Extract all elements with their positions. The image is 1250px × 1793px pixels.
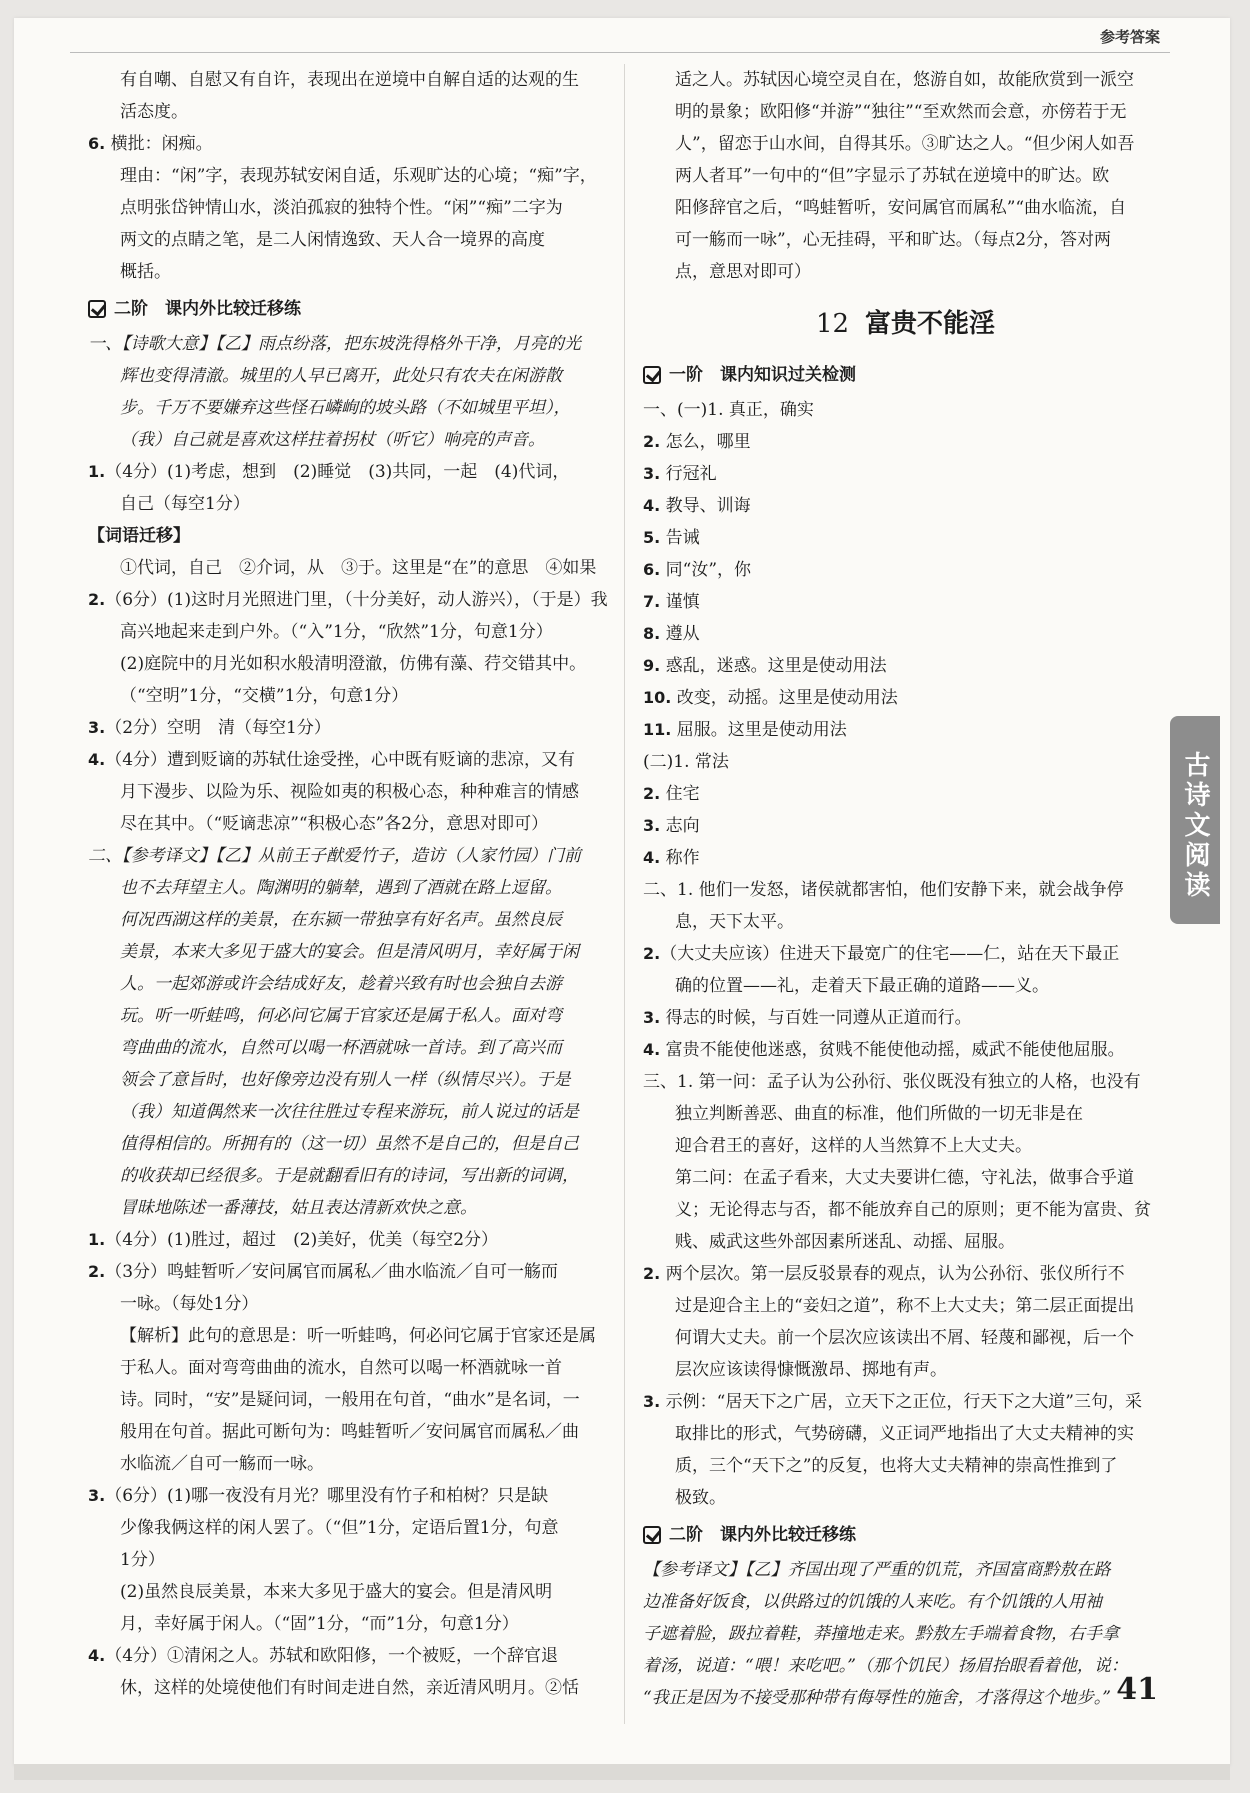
line-text: 也不去拜望主人。陶渊明的躺辇，遇到了酒就在路上逗留。 <box>120 878 562 898</box>
line-text: 1分） <box>120 1550 165 1570</box>
text-line <box>643 650 1168 682</box>
line-text: 两文的点睛之笔，是二人闲情逸致、天人合一境界的高度 <box>120 230 545 250</box>
page-number: 41 <box>1116 1672 1158 1707</box>
text-line <box>643 1130 1168 1162</box>
line-text: 谨慎 <box>660 592 700 612</box>
item-number: 11. <box>643 720 672 739</box>
line-text: 人”，留恋于山水间，自得其乐。③旷达之人。“但少闲人如吾 <box>675 134 1135 154</box>
line-text: 概括。 <box>120 262 171 282</box>
line-text: 富贵不能使他迷惑，贫贱不能使他动摇，威武不能使他屈服。 <box>660 1040 1125 1060</box>
line-text: 一咏。（每处1分） <box>120 1294 259 1314</box>
item-number: 10. <box>643 688 672 707</box>
line-text: 何谓大丈夫。前一个层次应该读出不屑、轻蔑和鄙视，后一个 <box>675 1328 1134 1348</box>
line-text: 怎么，哪里 <box>660 432 751 452</box>
text-line <box>643 1322 1168 1354</box>
item-number: 4. <box>643 1040 661 1059</box>
text-line <box>643 586 1168 618</box>
text-line <box>643 1618 1168 1650</box>
text-line <box>643 970 1168 1002</box>
line-text: （大丈夫应该）住进天下最宽广的住宅——仁，站在天下最正 <box>660 944 1120 964</box>
text-line <box>643 1354 1168 1386</box>
item-number: 3. <box>643 816 661 835</box>
line-text: 第二问：在孟子看来，大丈夫要讲仁德，守礼法，做事合乎道 <box>675 1168 1134 1188</box>
text-line <box>88 488 613 520</box>
line-text: （6分）(1)哪一夜没有月光？哪里没有竹子和柏树？只是缺 <box>105 1486 549 1506</box>
text-line <box>643 1586 1168 1618</box>
right-section-heading-2 <box>643 1518 1168 1552</box>
right-section-heading-1 <box>643 358 1168 392</box>
item-number: 3. <box>643 1392 661 1411</box>
text-line <box>88 1448 613 1480</box>
text-line <box>88 456 613 488</box>
text-line <box>88 776 613 808</box>
line-text: 贱、威武这些外部因素所迷乱、动摇、屈服。 <box>675 1232 1015 1252</box>
line-text: 弯曲曲的流水，自然可以喝一杯酒就咏一首诗。到了高兴而 <box>120 1038 562 1058</box>
line-text: 遵从 <box>660 624 700 644</box>
check-icon <box>643 1526 661 1544</box>
side-tab: 古诗文阅读 <box>1170 716 1220 924</box>
item-number: 6. <box>88 134 106 153</box>
right-lines-block-2 <box>643 394 1168 1514</box>
item-number: 1. <box>88 462 106 481</box>
item-number: 4. <box>643 496 661 515</box>
text-line <box>643 554 1168 586</box>
line-text: 取排比的形式，气势磅礴，义正词严地指出了大丈夫精神的实 <box>675 1424 1134 1444</box>
item-number: 3. <box>643 464 661 483</box>
text-line <box>643 1386 1168 1418</box>
line-text: 住宅 <box>660 784 700 804</box>
column-divider <box>624 64 625 1724</box>
left-section-heading <box>88 292 613 326</box>
line-text: 何况西湖这样的美景，在东颍一带独享有好名声。虽然良辰 <box>120 910 562 930</box>
left-column <box>88 64 613 1704</box>
line-text: 义；无论得志与否，都不能放弃自己的原则；更不能为富贵、贫 <box>675 1200 1151 1220</box>
line-text: 明的景象；欧阳修“并游”“独往”“至欢然而会意，亦傍若于无 <box>675 102 1127 122</box>
text-line <box>643 1194 1168 1226</box>
line-text: 步。千万不要嫌弃这些怪石嶙峋的坡头路（不如城里平坦）， <box>120 398 571 418</box>
line-text: 层次应该读得慷慨激昂、掷地有声。 <box>675 1360 947 1380</box>
line-text: 水临流／自可一觞而一咏。 <box>120 1454 324 1474</box>
line-text: 二、1. 他们一发怒，诸侯就都害怕，他们安静下来，就会战争停 <box>643 880 1124 900</box>
line-text: 子遮着脸，趿拉着鞋，莽撞地走来。黔敖左手端着食物，右手拿 <box>643 1624 1119 1644</box>
text-line <box>88 1384 613 1416</box>
text-line <box>88 1256 613 1288</box>
text-line <box>643 1482 1168 1514</box>
item-number: 3. <box>88 1486 106 1505</box>
item-number: 5. <box>643 528 661 547</box>
text-line <box>88 1032 613 1064</box>
text-line <box>643 458 1168 490</box>
text-line <box>88 360 613 392</box>
text-line <box>88 1544 613 1576</box>
line-text: 惑乱，迷惑。这里是使动用法 <box>660 656 887 676</box>
line-text: （我）自己就是喜欢这样拄着拐杖（听它）响亮的声音。 <box>120 430 545 450</box>
text-line <box>88 1000 613 1032</box>
text-line <box>643 1682 1168 1714</box>
text-line <box>643 1034 1168 1066</box>
right-section-label-2: 二阶 课内外比较迁移练 <box>669 1525 856 1545</box>
line-text: （4分）①清闲之人。苏轼和欧阳修，一个被贬，一个辞官退 <box>105 1646 559 1666</box>
line-text: 【解析】此句的意思是：听一听蛙鸣，何必问它属于官家还是属 <box>120 1326 596 1346</box>
text-line <box>643 1226 1168 1258</box>
line-text: 示例：“居天下之广居，立天下之正位，行天下之大道”三句，采 <box>660 1392 1143 1412</box>
line-text: 尽在其中。（“贬谪悲凉”“积极心态”各2分，意思对即可） <box>120 814 549 834</box>
text-line <box>88 224 613 256</box>
item-number: 6. <box>643 560 661 579</box>
line-text: 同“汝”，你 <box>660 560 752 580</box>
text-line <box>643 256 1168 288</box>
line-text: 的收获却已经很多。于是就翻看旧有的诗词，写出新的词调， <box>120 1166 579 1186</box>
line-text: 屈服。这里是使动用法 <box>671 720 847 740</box>
chapter-number: 12 <box>815 309 850 339</box>
line-text: 一、(一)1. 真正，确实 <box>643 400 814 420</box>
line-text: 改变，动摇。这里是使动用法 <box>671 688 898 708</box>
line-text: 适之人。苏轼因心境空灵自在，悠游自如，故能欣赏到一派空 <box>675 70 1134 90</box>
line-text: 告诫 <box>660 528 700 548</box>
text-line <box>643 64 1168 96</box>
text-line <box>643 714 1168 746</box>
line-text: （“空明”1分，“交横”1分，句意1分） <box>120 686 409 706</box>
text-line <box>88 904 613 936</box>
line-text: 称作 <box>660 848 700 868</box>
item-number: 2. <box>643 432 661 451</box>
text-line <box>643 426 1168 458</box>
text-line <box>643 1098 1168 1130</box>
line-text: （4分）(1)考虑，想到 (2)睡觉 (3)共同，一起 (4)代词， <box>105 462 570 482</box>
item-number: 2. <box>643 1264 661 1283</box>
line-text: 两个层次。第一层反驳景春的观点，认为公孙衍、张仪所行不 <box>660 1264 1125 1284</box>
line-text: 质，三个“天下之”的反复，也将大丈夫精神的崇高性推到了 <box>675 1456 1118 1476</box>
item-number: 4. <box>88 1646 106 1665</box>
text-line <box>88 712 613 744</box>
line-text: 活态度。 <box>120 102 188 122</box>
text-line <box>88 616 613 648</box>
text-line <box>88 1288 613 1320</box>
right-lines-block-3 <box>643 1554 1168 1714</box>
line-text: 般用在句首。据此可断句为：鸣蛙暂听／安问属官而属私／曲 <box>120 1422 579 1442</box>
line-text: (二)1. 常法 <box>643 752 729 772</box>
line-text: 领会了意旨时，也好像旁边没有别人一样（纵情尽兴）。于是 <box>120 1070 571 1090</box>
bottom-band <box>14 1764 1230 1780</box>
left-lines-block-2 <box>88 328 613 1704</box>
line-text: 【参考译文】【乙】齐国出现了严重的饥荒，齐国富商黔敖在路 <box>643 1560 1111 1580</box>
text-line <box>643 778 1168 810</box>
text-line <box>643 842 1168 874</box>
check-icon <box>643 366 661 384</box>
item-number: 2. <box>643 944 661 963</box>
text-line <box>88 328 613 360</box>
text-line <box>88 744 613 776</box>
line-text: 行冠礼 <box>660 464 717 484</box>
text-line <box>643 224 1168 256</box>
line-text: 着汤，说道：“喂！来吃吧。”（那个饥民）扬眉抬眼看着他，说： <box>643 1656 1128 1676</box>
text-line <box>643 906 1168 938</box>
line-text: 息，天下太平。 <box>675 912 794 932</box>
text-line <box>88 1608 613 1640</box>
item-number: 3. <box>88 718 106 737</box>
line-text: 得志的时候，与百姓一同遵从正道而行。 <box>660 1008 972 1028</box>
item-number: 1. <box>88 1230 106 1249</box>
right-column <box>643 64 1168 1714</box>
text-line <box>88 520 613 552</box>
chapter-title <box>643 294 1168 354</box>
check-icon <box>88 300 106 318</box>
line-text: 值得相信的。所拥有的（这一切）虽然不是自己的，但是自己 <box>120 1134 579 1154</box>
line-text: （6分）(1)这时月光照进门里，（十分美好，动人游兴），（于是）我 <box>105 590 608 610</box>
text-line <box>643 810 1168 842</box>
text-line <box>88 160 613 192</box>
line-text: 阳修辞官之后，“鸣蛙暂听，安问属官而属私”“曲水临流，自 <box>675 198 1127 218</box>
text-line <box>88 584 613 616</box>
text-line <box>643 128 1168 160</box>
text-line <box>88 424 613 456</box>
text-line <box>88 1160 613 1192</box>
line-text: 于私人。面对弯弯曲曲的流水，自然可以喝一杯酒就咏一首 <box>120 1358 562 1378</box>
header-rule <box>70 52 1170 53</box>
text-line <box>88 1064 613 1096</box>
text-line <box>88 1512 613 1544</box>
text-line <box>643 1290 1168 1322</box>
line-text: 志向 <box>660 816 700 836</box>
text-line <box>643 394 1168 426</box>
right-section-label-1: 一阶 课内知识过关检测 <box>669 365 856 385</box>
line-text: 人。一起郊游或许会结成好友，趁着兴致有时也会独自去游 <box>120 974 562 994</box>
left-section-label: 二阶 课内外比较迁移练 <box>114 299 301 319</box>
line-text: 辉也变得清澈。城里的人早已离开，此处只有农夫在闲游散 <box>120 366 562 386</box>
text-line <box>88 1576 613 1608</box>
text-line <box>643 96 1168 128</box>
line-text: 独立判断善恶、曲直的标准，他们所做的一切无非是在 <box>675 1104 1083 1124</box>
text-line <box>88 1640 613 1672</box>
text-line <box>88 1128 613 1160</box>
text-line <box>643 1162 1168 1194</box>
line-text: 美景，本来大多见于盛大的宴会。但是清风明月，幸好属于闲 <box>120 942 579 962</box>
text-line <box>88 1480 613 1512</box>
item-number: 4. <box>88 750 106 769</box>
text-line <box>643 522 1168 554</box>
text-line <box>88 872 613 904</box>
text-line <box>643 746 1168 778</box>
text-line <box>643 160 1168 192</box>
line-text: 点明张岱钟情山水，淡泊孤寂的独特个性。“闲”“痴”二字为 <box>120 198 563 218</box>
line-text: 诗。同时，“安”是疑问词，一般用在句首，“曲水”是名词，一 <box>120 1390 580 1410</box>
text-line <box>88 840 613 872</box>
text-line <box>643 1650 1168 1682</box>
line-text: 三、1. 第一问：孟子认为公孙衍、张仪既没有独立的人格，也没有 <box>643 1072 1141 1092</box>
text-line <box>88 552 613 584</box>
line-text: 少像我俩这样的闲人罢了。（“但”1分，定语后置1分，句意 <box>120 1518 559 1538</box>
text-line <box>88 808 613 840</box>
header-title: 参考答案 <box>1099 28 1160 46</box>
line-text: (2)虽然良辰美景，本来大多见于盛大的宴会。但是清风明 <box>120 1582 553 1602</box>
item-number: 4. <box>643 848 661 867</box>
item-number: 2. <box>88 590 106 609</box>
line-text: 横批：闲痴。 <box>105 134 213 154</box>
line-text: 自己（每空1分） <box>120 494 250 514</box>
line-text: ①代词，自己 ②介词，从 ③于。这里是“在”的意思 ④如果 <box>120 558 597 578</box>
text-line <box>643 618 1168 650</box>
line-text: （4分）(1)胜过，超过 (2)美好，优美（每空2分） <box>105 1230 499 1250</box>
line-text: 教导、训诲 <box>660 496 751 516</box>
text-line <box>643 1554 1168 1586</box>
text-line <box>88 1416 613 1448</box>
chapter-name: 富贵不能淫 <box>865 309 996 339</box>
line-text: 冒昧地陈述一番薄技，姑且表达清新欢快之意。 <box>120 1198 477 1218</box>
line-text: 理由：“闲”字，表现苏轼安闲自适，乐观旷达的心境；“痴”字， <box>120 166 597 186</box>
line-text: 有自嘲、自慰又有自许，表现出在逆境中自解自适的达观的生 <box>120 70 579 90</box>
line-text: 二、【参考译文】【乙】从前王子猷爱竹子，造访（人家竹园）门前 <box>88 846 581 866</box>
text-line <box>643 490 1168 522</box>
line-text: 迎合君王的喜好，这样的人当然算不上大丈夫。 <box>675 1136 1032 1156</box>
line-text: （2分）空明 清（每空1分） <box>105 718 331 738</box>
text-line <box>643 874 1168 906</box>
line-text: 点，意思对即可） <box>675 262 811 282</box>
line-text: 高兴地起来走到户外。（“入”1分，“欣然”1分，句意1分） <box>120 622 553 642</box>
text-line <box>88 1672 613 1704</box>
line-text: （4分）遭到贬谪的苏轼仕途受挫，心中既有贬谪的悲凉，又有 <box>105 750 576 770</box>
text-line <box>88 680 613 712</box>
item-number: 2. <box>88 1262 106 1281</box>
text-line <box>88 64 613 96</box>
line-text: (2)庭院中的月光如积水般清明澄澈，仿佛有藻、荇交错其中。 <box>120 654 587 674</box>
text-line <box>643 938 1168 970</box>
item-number: 9. <box>643 656 661 675</box>
line-text: （我）知道偶然来一次往往胜过专程来游玩，前人说过的话是 <box>120 1102 579 1122</box>
text-line <box>88 1352 613 1384</box>
text-line <box>88 256 613 288</box>
text-line <box>643 1450 1168 1482</box>
line-text: 边准备好饭食，以供路过的饥饿的人来吃。有个饥饿的人用袖 <box>643 1592 1102 1612</box>
item-number: 7. <box>643 592 661 611</box>
text-line <box>643 1418 1168 1450</box>
line-text: 玩。听一听蛙鸣，何必问它属于官家还是属于私人。面对弯 <box>120 1006 562 1026</box>
line-text: 月，幸好属于闲人。（“固”1分，“而”1分，句意1分） <box>120 1614 519 1634</box>
text-line <box>643 682 1168 714</box>
text-line <box>88 1096 613 1128</box>
line-text: 月下漫步、以险为乐、视险如夷的积极心态，种种难言的情感 <box>120 782 579 802</box>
text-line <box>88 96 613 128</box>
text-line <box>643 1002 1168 1034</box>
text-line <box>643 1258 1168 1290</box>
item-number: 3. <box>643 1008 661 1027</box>
text-line <box>88 936 613 968</box>
line-text: 过是迎合主上的“妾妇之道”，称不上大丈夫；第二层正面提出 <box>675 1296 1135 1316</box>
line-text: 可一觞而一咏”，心无挂碍，平和旷达。（每点2分，答对两 <box>675 230 1112 250</box>
text-line <box>88 648 613 680</box>
line-text: 极致。 <box>675 1488 726 1508</box>
text-line <box>88 128 613 160</box>
text-line <box>88 1320 613 1352</box>
text-line <box>88 1224 613 1256</box>
item-number: 2. <box>643 784 661 803</box>
line-text: 确的位置——礼，走着天下最正确的道路——义。 <box>675 976 1049 996</box>
text-line <box>88 192 613 224</box>
line-text: 一、【诗歌大意】【乙】雨点纷落，把东坡洗得格外干净，月亮的光 <box>88 334 581 354</box>
line-text: 两人者耳”一句中的“但”字显示了苏轼在逆境中的旷达。欧 <box>675 166 1110 186</box>
line-text: 休，这样的处境使他们有时间走进自然，亲近清风明月。②恬 <box>120 1678 579 1698</box>
line-text: 【词语迁移】 <box>88 526 190 546</box>
text-line <box>88 1192 613 1224</box>
text-line <box>88 968 613 1000</box>
line-text: （3分）鸣蛙暂听／安问属官而属私／曲水临流／自可一觞而 <box>105 1262 559 1282</box>
text-line <box>643 1066 1168 1098</box>
right-lines-block <box>643 64 1168 288</box>
text-line <box>643 192 1168 224</box>
left-lines-block <box>88 64 613 288</box>
item-number: 8. <box>643 624 661 643</box>
text-line <box>88 392 613 424</box>
line-text: “我正是因为不接受那种带有侮辱性的施舍，才落得这个地步。” <box>643 1688 1111 1708</box>
